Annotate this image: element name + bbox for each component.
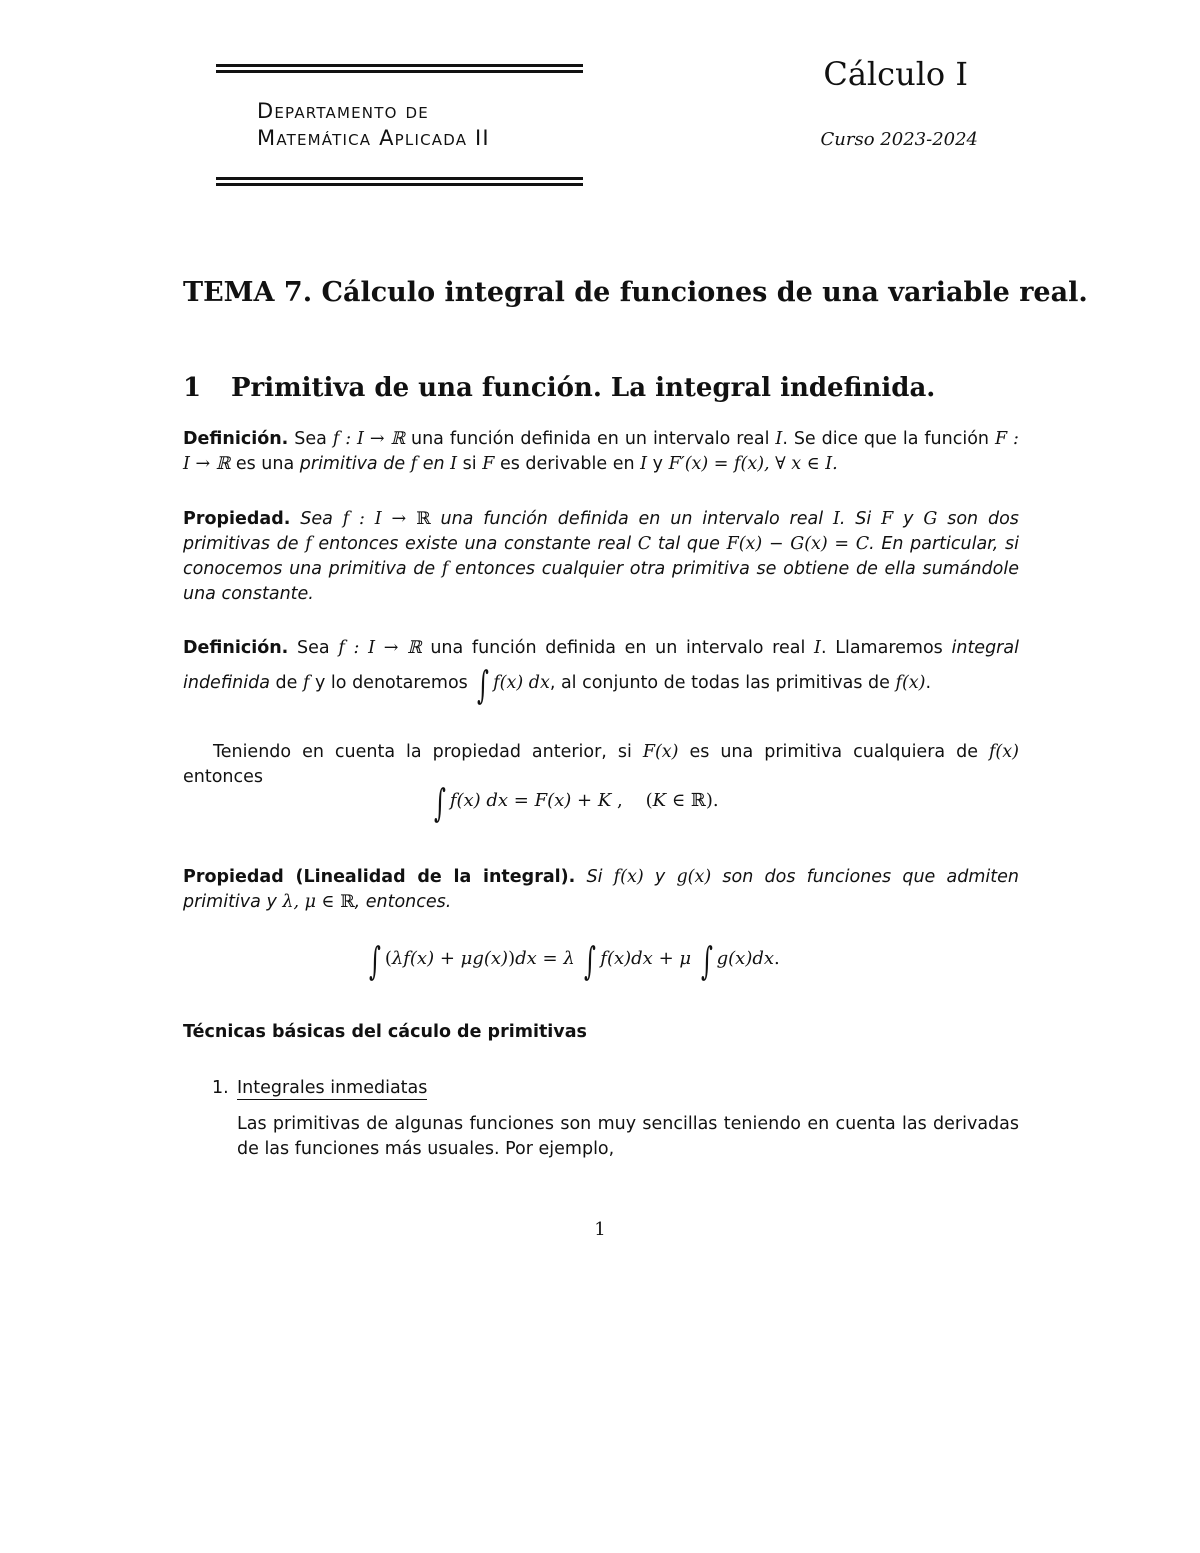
math-inline: I	[450, 454, 458, 474]
course-year: Curso 2023-2024	[820, 129, 978, 150]
math-inline: f	[410, 454, 418, 474]
section-number: 1	[183, 373, 202, 403]
text-run: integral indefinida	[183, 638, 1019, 693]
math-inline: F : I → ℝ	[183, 429, 1019, 474]
math-inline: G	[923, 509, 938, 529]
text-run: son dos primitivas de	[183, 509, 1019, 554]
text-run: Sea	[297, 638, 330, 658]
header-rule-top	[216, 64, 583, 73]
text-run: y	[652, 454, 664, 474]
math-inline: I	[832, 509, 840, 529]
text-run: . En particular, si conocemos una primitiva de	[183, 534, 1019, 579]
math-inline: I	[775, 429, 783, 449]
text-run: . Llamaremos	[820, 638, 943, 658]
text-run: una función definida en un intervalo real	[430, 638, 806, 658]
topic-text: Cálculo integral de funciones de una variable real.	[321, 277, 1088, 308]
math-inline: I	[640, 454, 648, 474]
text-run: es una	[235, 454, 295, 474]
header-rule-bottom	[216, 177, 583, 186]
math-inline: λ, μ ∈ ℝ	[282, 892, 355, 912]
definition-label: Definición.	[183, 638, 289, 658]
math-inline: f : I → ℝ	[342, 509, 431, 529]
text-run: y lo denotaremos	[315, 673, 468, 693]
math-inline: F(x) − G(x) = C	[726, 534, 870, 554]
text-run: entonces existe una constante real	[318, 534, 632, 554]
course-title: Cálculo I	[823, 55, 968, 93]
math-inline: I	[814, 638, 821, 658]
department-line-2: Matemática Aplicada II	[257, 126, 490, 150]
list-item-number: 1.	[212, 1078, 229, 1098]
math-inline: f(x)	[988, 742, 1019, 762]
department-line-1: Departamento de	[257, 99, 429, 123]
math-inline: F	[881, 509, 894, 529]
math-inline: g(x)	[676, 867, 712, 887]
topic-title	[183, 277, 1088, 308]
math-inline: F′(x) = f(x), ∀ x ∈ I.	[668, 454, 838, 474]
text-run: Sea	[300, 509, 333, 529]
text-run: y	[654, 867, 666, 887]
page-number: 1	[594, 1219, 606, 1240]
text-run: son dos funciones que admiten primitiva y	[183, 867, 1019, 912]
text-run: entonces	[183, 767, 264, 787]
text-run: si	[462, 454, 477, 474]
math-inline: f : I → ℝ	[332, 429, 406, 449]
text-run: Sea	[294, 429, 327, 449]
integral-symbol: ∫	[477, 663, 490, 707]
property-linearity	[183, 865, 1019, 915]
integral-symbol: ∫	[700, 939, 713, 983]
text-run: de	[275, 673, 298, 693]
text-run: Teniendo en cuenta la propiedad anterior, si	[213, 742, 632, 762]
text-run: una función definida en un intervalo real	[440, 509, 824, 529]
integral-symbol: ∫	[368, 939, 381, 983]
math-inline: f	[305, 534, 312, 554]
list-item-title: Integrales inmediatas	[237, 1078, 428, 1098]
integral-symbol: ∫	[433, 781, 446, 825]
section-text: Primitiva de una función. La integral indefinida.	[231, 373, 936, 403]
topic-label: TEMA 7.	[183, 277, 313, 308]
section-heading	[183, 373, 935, 403]
math-inline: f	[302, 673, 310, 693]
math-inline: f(x)	[613, 867, 644, 887]
math-inline: f(x) dx	[493, 673, 550, 693]
math-inline: C	[637, 534, 652, 554]
math-inline: F(x)	[642, 742, 679, 762]
list-item-text: Las primitivas de algunas funciones son muy sencillas teniendo en cuenta las derivadas de las funciones más usuales. Por ejemplo,	[237, 1114, 1019, 1159]
text-run: es derivable en	[499, 454, 635, 474]
text-run: es una primitiva cualquiera de	[689, 742, 978, 762]
text-run: tal que	[657, 534, 720, 554]
text-run: , al conjunto de todas las primitivas de	[549, 673, 890, 693]
property-primitives	[183, 507, 1019, 607]
property-label: Propiedad (Linealidad de la integral).	[183, 867, 576, 887]
techniques-heading: Técnicas básicas del cáculo de primitivas	[183, 1022, 587, 1042]
text-run: y	[903, 509, 914, 529]
text-run: Si	[586, 867, 603, 887]
math-inline: F	[482, 454, 495, 474]
math-inline: f	[441, 559, 449, 579]
department-name	[257, 98, 490, 152]
definition-indefinite-integral: Definición. Sea f : I → ℝ una función definida en un intervalo real I. Llamaremos integral indefinida de f y lo denotaremos ∫ f(x) dx, al conjunto de todas las primitivas de f(x).	[183, 638, 1019, 707]
property-label: Propiedad.	[183, 509, 291, 529]
equation-indefinite-integral: ∫ f(x) dx = F(x) + K , (K ∈ ℝ).	[433, 781, 719, 825]
text-run: . Se dice que la función	[782, 429, 989, 449]
text-run: en	[422, 454, 445, 474]
definition-label: Definición.	[183, 429, 289, 449]
text-run: una función definida en un intervalo real	[411, 429, 770, 449]
text-run: , entonces.	[354, 892, 452, 912]
integral-symbol: ∫	[584, 939, 597, 983]
text-run: entonces cualquier otra primitiva se obtiene de ella sumándole una constante.	[183, 559, 1019, 604]
math-inline: f : I → ℝ	[338, 638, 422, 658]
math-inline: f(x)	[895, 673, 926, 693]
text-run: primitiva de	[299, 454, 406, 474]
paragraph-antiderivative	[183, 740, 1019, 790]
equation-linearity: ∫ (λf(x) + μg(x))dx = λ ∫ f(x)dx + μ ∫ g(x)dx.	[368, 939, 780, 983]
text-run: . Si	[839, 509, 872, 529]
definition-primitive	[183, 427, 1019, 477]
